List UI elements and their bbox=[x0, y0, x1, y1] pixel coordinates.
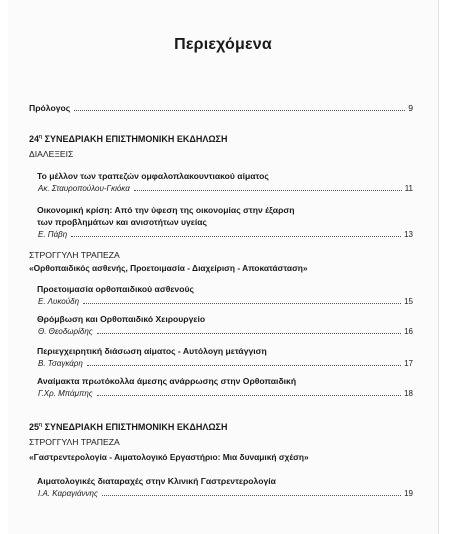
entry-title: Προετοιμασία ορθοπαιδικού ασθενούς bbox=[37, 284, 194, 294]
toc-page bbox=[8, 0, 439, 534]
entry-title: Αιματολογικές διαταραχές στην Κλινική Γαστρεντερολογία bbox=[37, 476, 276, 486]
conference-name: ΣΥΝΕΔΡΙΑΚΗ ΕΠΙΣΤΗΜΟΝΙΚΗ ΕΚΔΗΛΩΣΗ bbox=[42, 134, 228, 144]
toc-entry[interactable] bbox=[37, 345, 413, 368]
conference-number: 24 bbox=[29, 134, 40, 144]
page-number: 18 bbox=[404, 389, 413, 398]
entry-title-continued: των προβλημάτων και ανισοτήτων υγείας bbox=[37, 217, 208, 227]
entry-title: Θρόμβωση και Ορθοπαιδικό Χειρουργείο bbox=[37, 314, 206, 324]
author-line bbox=[37, 389, 413, 398]
roundtable-title: «Γαστρεντερολογία - Αιματολογικό Εργαστήριο: Μια δυναμική σχέση» bbox=[29, 452, 309, 462]
author-line bbox=[37, 327, 413, 336]
entry-author: Β. Τσαγκάρη bbox=[38, 359, 83, 368]
section-label-lectures: ΔΙΑΛΕΞΕΙΣ bbox=[29, 149, 74, 159]
prologue-label: Πρόλογος bbox=[29, 103, 71, 113]
toc-entry[interactable] bbox=[37, 283, 413, 306]
entry-author: Γ.Χρ. Μπάμπης bbox=[38, 389, 93, 398]
ordinal-suffix: η bbox=[39, 134, 43, 140]
entry-title: Περιεγχειρητική διάσωση αίματος - Αυτόλογη μετάγγιση bbox=[37, 346, 267, 356]
page-number: 11 bbox=[404, 184, 413, 193]
toc-entry[interactable] bbox=[37, 170, 413, 193]
toc-entry[interactable] bbox=[37, 375, 413, 398]
page-title: Περιεχόμενα bbox=[174, 36, 272, 53]
page-number: 13 bbox=[404, 230, 413, 239]
ordinal-suffix: η bbox=[39, 422, 43, 428]
entry-author: Ε. Λυκούδη bbox=[38, 297, 80, 306]
entry-title: Αναίμακτα πρωτόκολλα άμεσης ανάρρωσης στην Ορθοπαιδική bbox=[37, 376, 297, 386]
roundtable-title: «Ορθοπαιδικός ασθενής, Προετοιμασία - Διαχείριση - Αποκατάσταση» bbox=[29, 263, 308, 273]
dot-leader bbox=[71, 235, 401, 237]
page-number: 15 bbox=[404, 297, 413, 306]
dot-leader bbox=[83, 302, 401, 304]
entry-title: Οικονομική κρίση: Από την ύφεση της οικονομίας στην έξαρση bbox=[37, 205, 295, 215]
author-line bbox=[37, 489, 413, 498]
entry-author: Ι.Α. Καραγιάννης bbox=[38, 489, 98, 498]
page-number: 9 bbox=[408, 103, 413, 113]
entry-author: Θ. Θεοδωρίδης bbox=[38, 327, 93, 336]
conference-heading-24 bbox=[29, 134, 227, 144]
dot-leader bbox=[102, 494, 401, 496]
entry-author: Ε. Πάβη bbox=[38, 230, 68, 239]
dot-leader bbox=[74, 109, 405, 111]
toc-entry[interactable] bbox=[37, 313, 413, 336]
conference-name: ΣΥΝΕΔΡΙΑΚΗ ΕΠΙΣΤΗΜΟΝΙΚΗ ΕΚΔΗΛΩΣΗ bbox=[42, 422, 228, 432]
page-number: 19 bbox=[404, 489, 413, 498]
author-line bbox=[37, 359, 413, 368]
author-line bbox=[37, 297, 413, 306]
conference-number: 25 bbox=[29, 422, 40, 432]
entry-author: Ακ. Σταυροπούλου-Γκιόκα bbox=[38, 184, 130, 193]
author-line bbox=[37, 184, 413, 193]
section-label-roundtable: ΣΤΡΟΓΓΥΛΗ ΤΡΑΠΕΖΑ bbox=[29, 437, 120, 447]
dot-leader bbox=[134, 189, 402, 191]
section-label-roundtable: ΣΤΡΟΓΓΥΛΗ ΤΡΑΠΕΖΑ bbox=[29, 250, 120, 260]
dot-leader bbox=[97, 332, 401, 334]
dot-leader bbox=[87, 364, 401, 366]
conference-heading-25 bbox=[29, 422, 227, 432]
toc-entry[interactable] bbox=[37, 475, 413, 498]
dot-leader bbox=[97, 394, 401, 396]
entry-title: Το μέλλον των τραπεζών ομφαλοπλακουντιακού αίματος bbox=[37, 171, 269, 181]
author-line bbox=[37, 230, 413, 239]
page-number: 16 bbox=[404, 327, 413, 336]
toc-entry-prologue[interactable] bbox=[29, 103, 413, 113]
page-number: 17 bbox=[404, 359, 413, 368]
toc-entry[interactable] bbox=[37, 204, 413, 239]
